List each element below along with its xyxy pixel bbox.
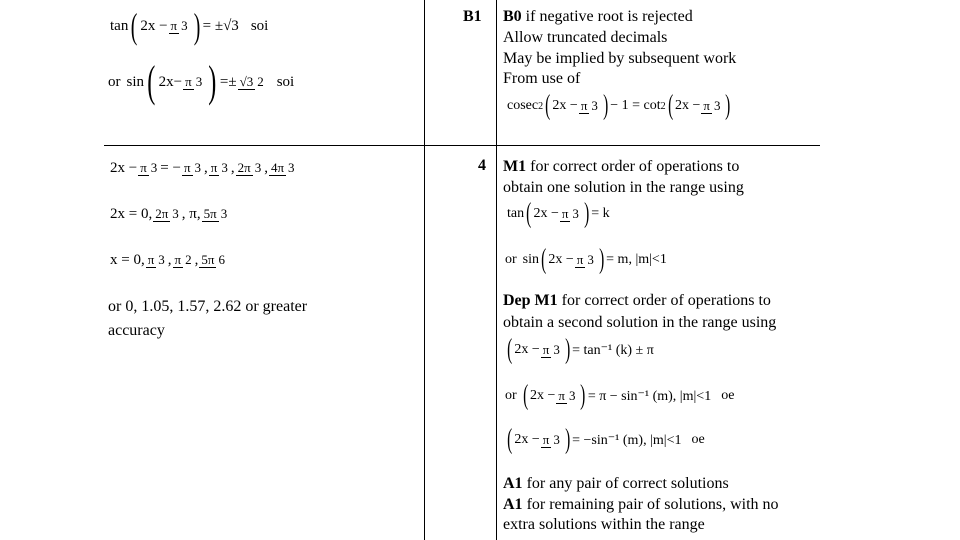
eq-sin-root: or sin ( 2x− π 3 ) =± √3 2 soi	[108, 57, 295, 106]
decimal-solutions-accuracy: accuracy	[108, 322, 165, 339]
column-divider-marks	[496, 0, 497, 540]
guidance-m1-line2: obtain one solution in the range using	[503, 179, 744, 196]
row-divider	[104, 145, 820, 146]
eq-cosec-identity: cosec 2 ( 2x − π 3 ) − 1 = cot 2 ( 2x − π 3 )	[507, 90, 731, 121]
eq-asin-1: or ( 2x − π 3 ) = π − sin⁻¹ (m), |m|<1 oe	[505, 380, 735, 411]
guidance-truncated: Allow truncated decimals	[503, 29, 668, 46]
guidance-dep-m1-line2: obtain a second solution in the range using	[503, 314, 777, 331]
column-divider-answer	[424, 0, 425, 540]
func-tan: tan	[110, 17, 129, 34]
eq-sin-m: or sin ( 2x − π 3 ) = m, |m|<1	[505, 244, 667, 275]
eq-tan-k: tan ( 2x − π 3 ) = k	[507, 198, 610, 229]
guidance-b0: B0 if negative root is rejected	[503, 8, 693, 25]
guidance-a1-first: A1 for any pair of correct solutions	[503, 475, 729, 492]
decimal-solutions: or 0, 1.05, 1.57, 2.62 or greater	[108, 298, 308, 315]
mark-b1: B1	[463, 8, 482, 25]
guidance-a1-second-line2: extra solutions within the range	[503, 516, 705, 533]
eq-solutions-line2: 2x = 0, 2π 3 , π, 5π 3	[110, 206, 228, 222]
eq-asin-2: ( 2x − π 3 ) = −sin⁻¹ (m), |m|<1 oe	[507, 424, 705, 455]
eq-solutions-line1: 2x − π 3 = − π 3 , π 3 , 2π 3 , 4π 3	[110, 160, 295, 176]
guidance-implied: May be implied by subsequent work	[503, 50, 737, 67]
eq-solutions-line3: x = 0, π 3 , π 2 , 5π 6	[110, 252, 225, 268]
guidance-m1: M1 for correct order of operations to	[503, 158, 740, 175]
eq-atan: ( 2x − π 3 ) = tan⁻¹ (k) ± π	[507, 334, 654, 365]
guidance-a1-second: A1 for remaining pair of solutions, with no	[503, 496, 779, 513]
mark-total: 4	[478, 157, 486, 174]
guidance-dep-m1: Dep M1 for correct order of operations to	[503, 292, 771, 309]
guidance-from-use: From use of	[503, 70, 581, 87]
eq-tan-root: tan ( 2x − π 3 ) = ±√3 soi	[110, 6, 269, 46]
